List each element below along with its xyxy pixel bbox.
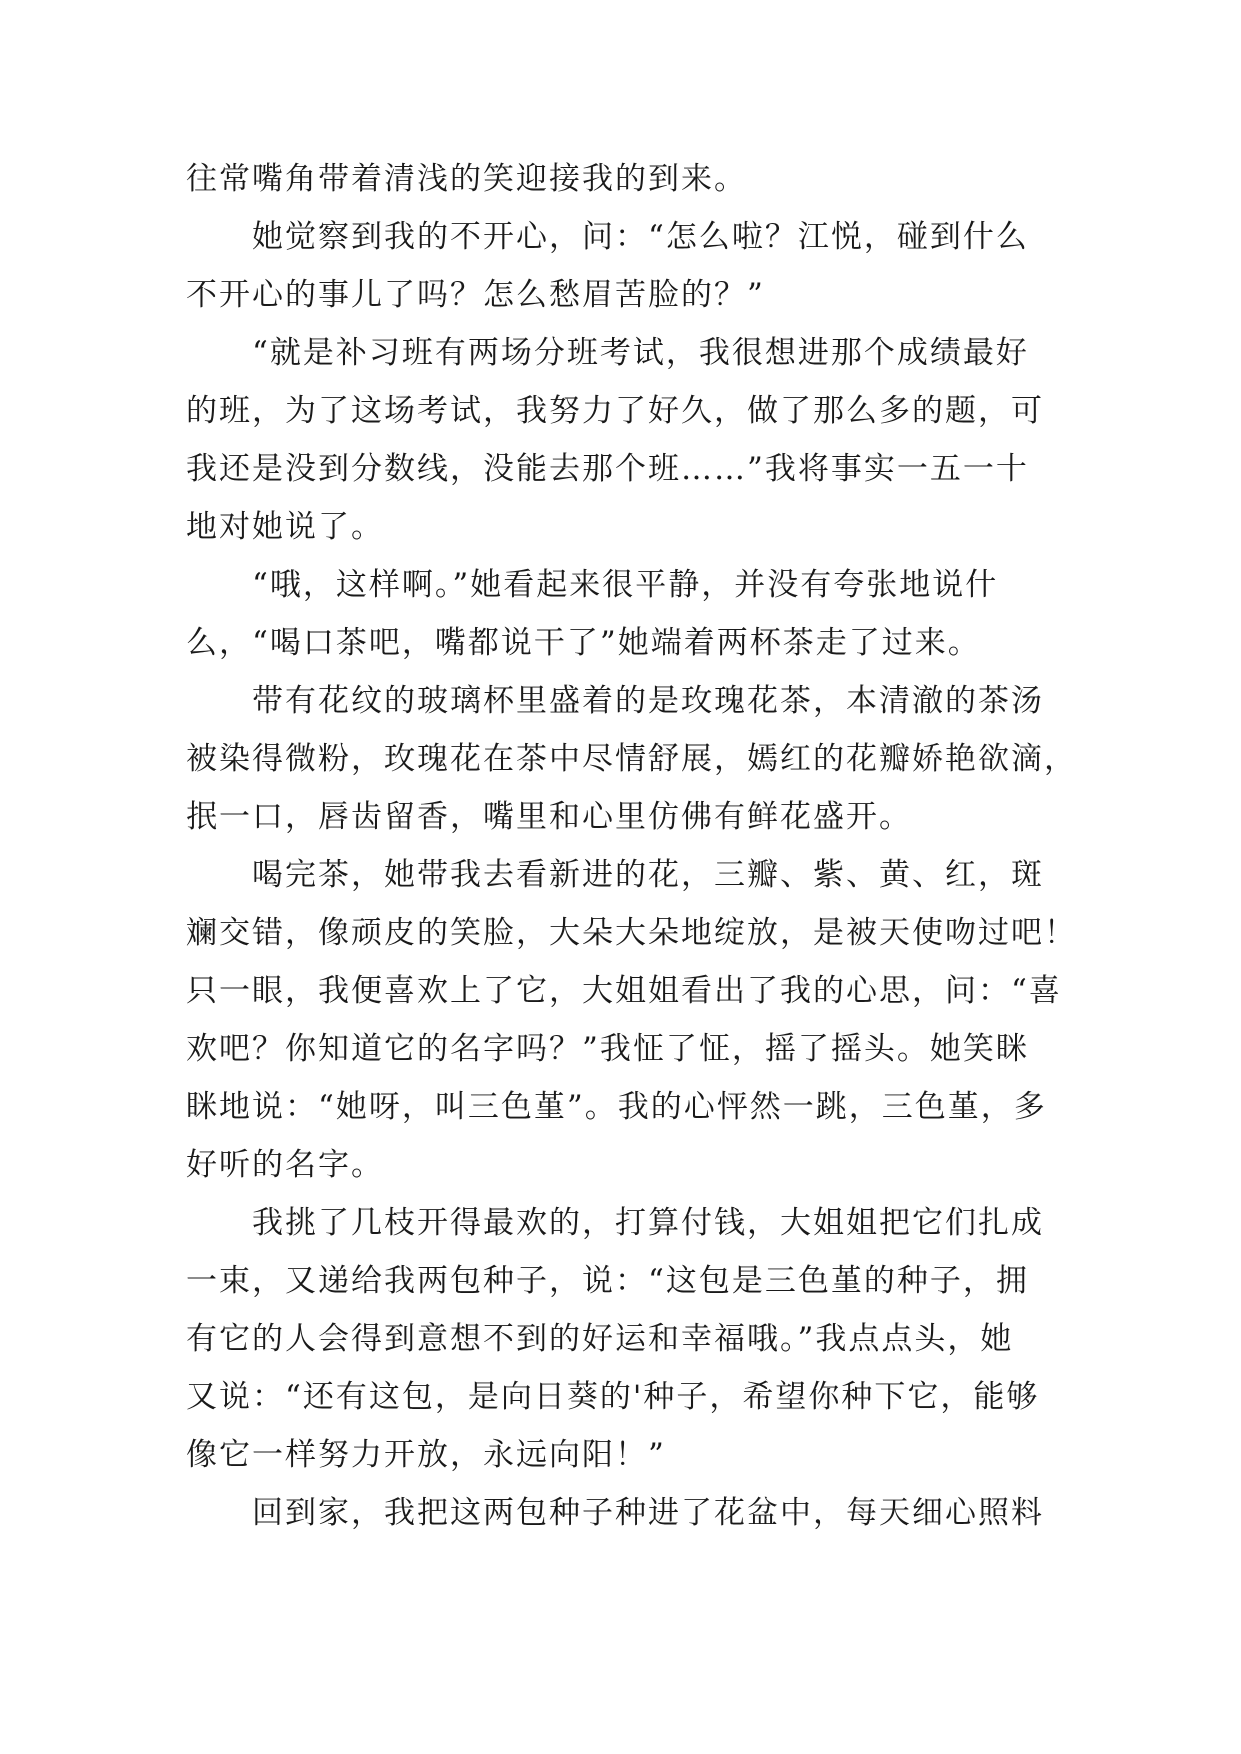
text-line: 我还是没到分数线，没能去那个班……”我将事实一五一十	[186, 451, 1029, 487]
text-line: 像它一样努力开放，永远向阳！”	[186, 1437, 666, 1473]
text-line: 眯地说：“她呀，叫三色堇”。我的心怦然一跳，三色堇，多	[186, 1089, 1047, 1125]
text-line: 不开心的事儿了吗？怎么愁眉苦脸的？”	[186, 277, 765, 313]
text-line: “哦，这样啊。”她看起来很平静，并没有夸张地说什	[252, 567, 999, 603]
text-line: 好听的名字。	[186, 1147, 384, 1183]
text-line: 被染得微粉，玫瑰花在茶中尽情舒展，嫣红的花瓣娇艳欲滴，	[186, 741, 1077, 777]
text-line: 的班，为了这场考试，我努力了好久，做了那么多的题，可	[186, 393, 1044, 429]
text-line: 地对她说了。	[186, 509, 384, 545]
text-line: 一束，又递给我两包种子，说：“这包是三色堇的种子，拥	[186, 1263, 1029, 1299]
text-line: 斓交错，像顽皮的笑脸，大朵大朵地绽放，是被天使吻过吧！	[186, 915, 1077, 951]
text-line: 回到家，我把这两包种子种进了花盆中，每天细心照料	[252, 1495, 1044, 1531]
text-line: 有它的人会得到意想不到的好运和幸福哦。”我点点头，她	[186, 1321, 1014, 1357]
text-line: 喝完茶，她带我去看新进的花，三瓣、紫、黄、红，斑	[252, 857, 1044, 893]
text-line: 抿一口，唇齿留香，嘴里和心里仿佛有鲜花盛开。	[186, 799, 912, 835]
text-line: 欢吧？你知道它的名字吗？”我怔了怔，摇了摇头。她笑眯	[186, 1031, 1029, 1067]
text-line: 带有花纹的玻璃杯里盛着的是玫瑰花茶，本清澈的茶汤	[252, 683, 1044, 719]
text-line: “就是补习班有两场分班考试，我很想进那个成绩最好	[252, 335, 1029, 371]
text-line: 往常嘴角带着清浅的笑迎接我的到来。	[186, 161, 747, 197]
text-line: 只一眼，我便喜欢上了它，大姐姐看出了我的心思，问：“喜	[186, 973, 1062, 1009]
text-line: 我挑了几枝开得最欢的，打算付钱，大姐姐把它们扎成	[252, 1205, 1044, 1241]
text-line: 她觉察到我的不开心，问：“怎么啦？江悦，碰到什么	[252, 219, 1029, 255]
document-body	[186, 150, 1077, 1542]
text-line: 么，“喝口茶吧，嘴都说干了”她端着两杯茶走了过来。	[186, 625, 981, 661]
text-line: 又说：“还有这包，是向日葵的'种子，希望你种下它，能够	[186, 1379, 1040, 1415]
